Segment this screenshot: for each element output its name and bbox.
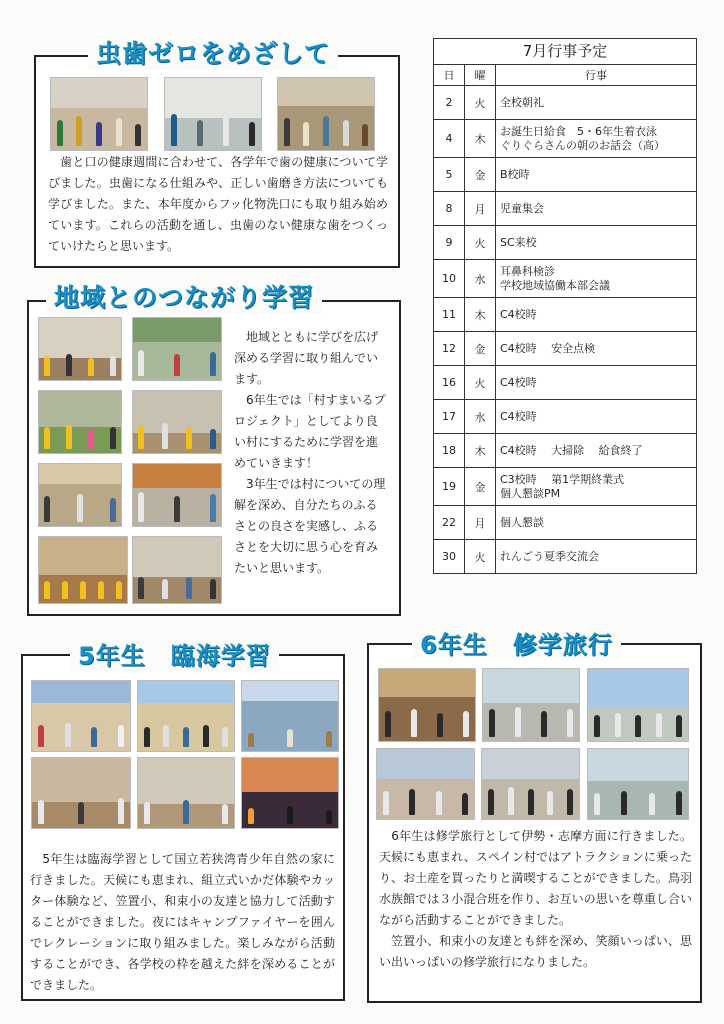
community-body: [234, 327, 388, 579]
schedule-dow: 木: [465, 120, 496, 158]
schedule: [433, 38, 697, 574]
schedule-row: [434, 86, 697, 120]
schedule-dow: 金: [465, 158, 496, 192]
schedule-event: 全校朝礼: [496, 86, 697, 120]
schedule-event: 児童集会: [496, 192, 697, 226]
schedule-dow: 水: [465, 400, 496, 434]
trip-title: 6年生 修学旅行: [412, 625, 621, 660]
schedule-row: [434, 226, 697, 260]
schedule-dow: 金: [465, 332, 496, 366]
schedule-dow: 金: [465, 468, 496, 506]
schedule-event: B校時: [496, 158, 697, 192]
schedule-event: 個人懇談: [496, 506, 697, 540]
schedule-day: 4: [434, 120, 465, 158]
trip-photo-6: [587, 748, 689, 820]
schedule-event: C3校時 第1学期終業式 個人懇談PM: [496, 468, 697, 506]
schedule-row: [434, 434, 697, 468]
community-photo-3: [38, 390, 122, 454]
community-photo-6: [132, 463, 222, 527]
trip-body: [379, 826, 692, 973]
schedule-row: [434, 506, 697, 540]
schedule-day: 19: [434, 468, 465, 506]
community-paragraph-2: 6年生では「村すまいるプロジェクト」としてより良い村にするために学習を進めていきます！: [234, 393, 386, 470]
seaside-photo-2: [137, 680, 235, 752]
trip-photo-5: [481, 748, 580, 820]
schedule-title: 7月行事予定: [433, 38, 697, 64]
community-photo-5: [38, 463, 122, 527]
community-photo-8: [132, 536, 222, 604]
schedule-row: [434, 332, 697, 366]
schedule-day: 11: [434, 298, 465, 332]
community-photo-1: [38, 317, 122, 381]
schedule-row: [434, 158, 697, 192]
seaside-photo-3: [241, 680, 339, 752]
schedule-day: 2: [434, 86, 465, 120]
schedule-row: [434, 192, 697, 226]
schedule-day: 9: [434, 226, 465, 260]
schedule-dow: 木: [465, 434, 496, 468]
schedule-row: [434, 120, 697, 158]
schedule-day: 10: [434, 260, 465, 298]
schedule-table: [433, 64, 697, 574]
schedule-dow: 火: [465, 366, 496, 400]
dental-title: 虫歯ゼロをめざして: [88, 34, 338, 70]
schedule-day: 5: [434, 158, 465, 192]
schedule-event: C4校時 安全点検: [496, 332, 697, 366]
dental-photo-3: [277, 77, 375, 151]
schedule-dow: 火: [465, 86, 496, 120]
schedule-day: 30: [434, 540, 465, 574]
schedule-day: 22: [434, 506, 465, 540]
schedule-event: C4校時: [496, 298, 697, 332]
schedule-dow: 火: [465, 540, 496, 574]
dental-photo-2: [164, 77, 262, 151]
schedule-row: [434, 468, 697, 506]
schedule-row: [434, 400, 697, 434]
community-photo-4: [132, 390, 222, 454]
community-paragraph-1: 地域とともに学びを広げ深める学習に取り組んでいます。: [234, 330, 379, 386]
schedule-header-row: [434, 65, 697, 86]
schedule-header-day: 日: [434, 65, 465, 86]
schedule-day: 16: [434, 366, 465, 400]
schedule-day: 18: [434, 434, 465, 468]
schedule-row: [434, 260, 697, 298]
schedule-event: 耳鼻科検診 学校地域協働本部会議: [496, 260, 697, 298]
community-paragraph-3: 3年生では村についての理解を深め、自分たちのふるさとの良さを実感し、ふるさとを大切に思う心を育みたいと思います。: [234, 477, 386, 575]
schedule-row: [434, 366, 697, 400]
community-photo-2: [132, 317, 222, 381]
schedule-day: 17: [434, 400, 465, 434]
schedule-day: 8: [434, 192, 465, 226]
seaside-title: 5年生 臨海学習: [70, 636, 279, 671]
schedule-dow: 水: [465, 260, 496, 298]
schedule-dow: 火: [465, 226, 496, 260]
schedule-event: お誕生日給食 5・6年生着衣泳 ぐりぐらさんの朝のお話会（高）: [496, 120, 697, 158]
schedule-day: 12: [434, 332, 465, 366]
dental-body: 歯と口の健康週間に合わせて、各学年で歯の健康について学びました。虫歯になる仕組みや、正しい歯磨き方法についても学びました。また、本年度からフッ化物洗口にも取り組み始めています。これらの活動を通し、虫歯のない健康な歯をつくっていけたらと思います。: [48, 155, 388, 253]
community-title: 地域とのつながり学習: [46, 278, 322, 314]
trip-photo-4: [376, 748, 475, 820]
schedule-event: れんごう夏季交流会: [496, 540, 697, 574]
trip-photo-1: [378, 668, 476, 742]
community-photo-7: [38, 536, 128, 604]
schedule-header-dow: 曜: [465, 65, 496, 86]
schedule-dow: 木: [465, 298, 496, 332]
schedule-event: C4校時: [496, 400, 697, 434]
dental-photo-1: [50, 77, 148, 151]
seaside-body: 5年生は臨海学習として国立若狭湾青少年自然の家に行きました。天候にも恵まれ、組立式いかだ体験やカッター体験など、笠置小、和束小の友達と協力して活動することができました。夜にはキャンプファイヤーを囲んでレクレーションに取り組みました。楽しみながら活動することができ、各学校の枠を越えた絆を深めることができました。: [30, 852, 335, 992]
trip-paragraph-2: 笠置小、和束小の友達とも絆を深め、笑顔いっぱい、思い出いっぱいの修学旅行になりました。: [379, 934, 692, 969]
trip-photo-2: [482, 668, 580, 742]
schedule-event: SC来校: [496, 226, 697, 260]
seaside-photo-4: [31, 757, 131, 829]
schedule-header-event: 行事: [496, 65, 697, 86]
schedule-dow: 月: [465, 506, 496, 540]
schedule-dow: 月: [465, 192, 496, 226]
schedule-event: C4校時 大掃除 給食終了: [496, 434, 697, 468]
seaside-photo-1: [31, 680, 131, 752]
seaside-photo-6: [241, 757, 339, 829]
schedule-row: [434, 540, 697, 574]
trip-paragraph-1: 6年生は修学旅行として伊勢・志摩方面に行きました。天候にも恵まれ、スペイン村ではアトラクションに乗ったり、お土産を買ったりと満喫することができました。鳥羽水族館では３小混合班を作り、お互いの思いを尊重し合いながら活動することができました。: [379, 829, 692, 927]
schedule-row: [434, 298, 697, 332]
schedule-event: C4校時: [496, 366, 697, 400]
seaside-photo-5: [137, 757, 235, 829]
trip-photo-3: [587, 668, 689, 742]
